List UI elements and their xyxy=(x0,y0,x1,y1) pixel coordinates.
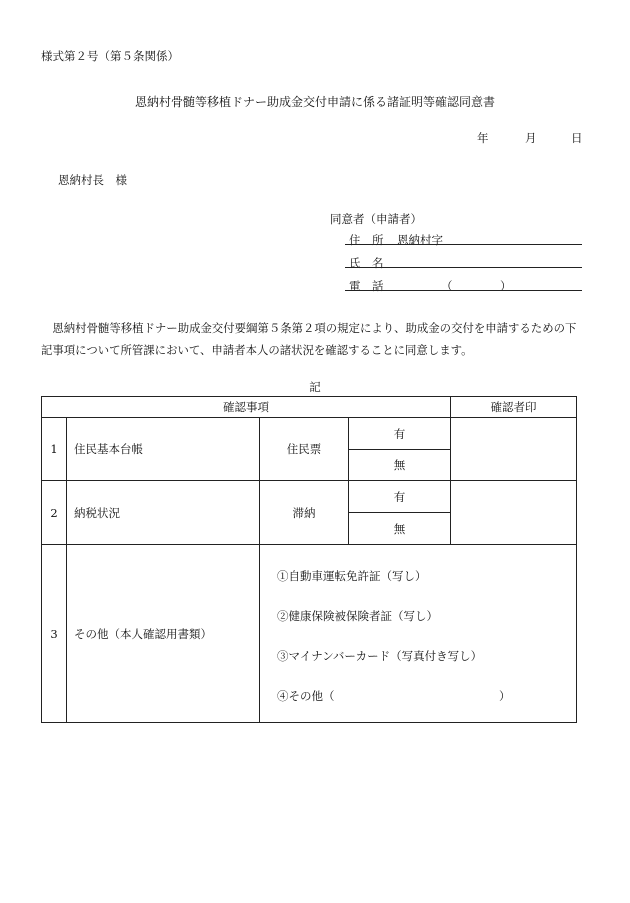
phone-paren-close: ） xyxy=(500,279,512,293)
row-number: 3 xyxy=(42,545,67,723)
row-doc: 住民票 xyxy=(260,418,349,481)
table-row xyxy=(42,418,577,450)
table-header-row xyxy=(42,397,577,418)
address-underline xyxy=(345,244,582,245)
date-day: 日 xyxy=(571,131,583,145)
option-item: ③マイナンバーカード（写真付き写し） xyxy=(277,649,483,663)
option-item: ①自動車運転免許証（写し） xyxy=(277,569,427,583)
date-year: 年 xyxy=(477,131,489,145)
row-number: 1 xyxy=(42,418,67,481)
consenter-heading: 同意者（申請者） xyxy=(330,212,422,226)
header-seal: 確認者印 xyxy=(451,397,577,418)
phone-paren-open: （ xyxy=(441,279,453,293)
table-row xyxy=(42,545,577,723)
document-title: 恩納村骨髄等移植ドナー助成金交付申請に係る諸証明等確認同意書 xyxy=(134,95,495,109)
row-item: 納税状況 xyxy=(67,481,260,545)
option-item: ②健康保険被保険者証（写し） xyxy=(277,609,438,623)
header-items: 確認事項 xyxy=(42,397,451,418)
row-number: 2 xyxy=(42,481,67,545)
date-month: 月 xyxy=(525,131,537,145)
seal-cell xyxy=(451,481,577,545)
option-item-other xyxy=(277,676,576,716)
status-yes: 有 xyxy=(349,481,451,513)
other-close: ） xyxy=(499,689,511,703)
address-value: 恩納村字 xyxy=(397,233,443,247)
status-no: 無 xyxy=(349,450,451,481)
status-yes: 有 xyxy=(349,418,451,450)
name-underline xyxy=(345,267,582,268)
address-label: 住 所 xyxy=(349,233,384,247)
row-doc: 滞納 xyxy=(260,481,349,545)
id-document-options xyxy=(260,545,577,723)
status-no: 無 xyxy=(349,513,451,545)
form-number: 様式第２号（第５条関係） xyxy=(41,49,179,63)
addressee: 恩納村長 様 xyxy=(58,173,127,187)
row-item: 住民基本台帳 xyxy=(67,418,260,481)
confirmation-table xyxy=(41,396,577,723)
table-row xyxy=(42,481,577,513)
phone-underline xyxy=(345,290,582,291)
seal-cell xyxy=(451,418,577,481)
row-item: その他（本人確認用書類） xyxy=(67,545,260,723)
other-label: ④その他（ xyxy=(277,689,335,703)
note-label: 記 xyxy=(309,380,321,394)
phone-label: 電 話 xyxy=(349,279,384,293)
name-label: 氏 名 xyxy=(349,256,384,270)
body-text: 恩納村骨髄等移植ドナー助成金交付要綱第５条第２項の規定により、助成金の交付を申請するための下記事項について所管課において、申請者本人の諸状況を確認することに同意します。 xyxy=(41,321,577,357)
